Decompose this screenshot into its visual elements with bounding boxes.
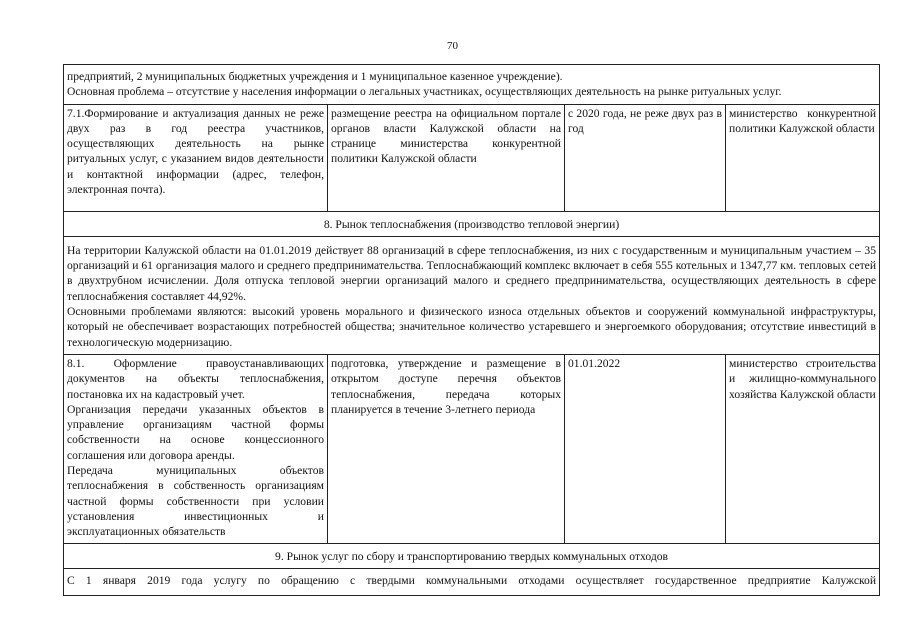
section-8-description [64, 236, 880, 354]
section-8-paragraph-1: На территории Калужской области на 01.01.2019 действует 88 организаций в сфере теплоснабжения, из них с государственным и муниципальным участием – 35 организаций и 61 организация малого и среднего предпринимательства. Теплоснабжающий комплекс включает в себя 555 котельных и 1347,77 км. тепловых сетей в двухтрубном исчислении. Доля отпуска тепловой энергии организаций малого и среднего предпринимательства, осуществляющих деятельность в сфере теплоснабжения составляет 44,92%. [67, 243, 877, 303]
measures-table [63, 64, 880, 596]
measure-8-1-result: подготовка, утверждение и размещение в открытом доступе перечня объектов теплоснабжения, передача которых планируется в течение 3-летнего периода [328, 354, 565, 543]
page-number: 70 [447, 40, 458, 52]
measure-row-8-1 [64, 354, 880, 543]
measure-7-1-deadline: с 2020 года, не реже двух раз в год [565, 104, 726, 211]
intro-row [64, 65, 880, 105]
section-9-description [64, 569, 880, 595]
section-8-description-row [64, 236, 880, 354]
section-9-heading-row [64, 543, 880, 568]
intro-line-1: предприятий, 2 муниципальных бюджетных учреждения и 1 муниципальное казенное учреждение). [67, 70, 563, 83]
measure-8-1-deadline: 01.01.2022 [565, 354, 726, 543]
measure-7-1-responsible: министерство конкурентной политики Калужской области [726, 104, 880, 211]
section-9-title: 9. Рынок услуг по сбору и транспортированию твердых коммунальных отходов [64, 543, 880, 568]
section-8-heading-row [64, 211, 880, 236]
measure-8-1-paragraph-3: Передача муниципальных объектов теплоснабжения в собственность организациям частной формы собственности при условии установления инвестиционных и эксплуатационных обязательств [67, 464, 324, 539]
measure-row-7-1 [64, 104, 880, 211]
measure-7-1-result: размещение реестра на официальном портале органов власти Калужской области на странице министерства конкурентной политики Калужской области [328, 104, 565, 211]
section-8-paragraph-2: Основными проблемами являются: высокий уровень морального и физического износа отдельных объектов и сооружений коммунальной инфраструктуры, который не обеспечивает возрастающих потребностей общества; значительное количество устаревшего и энергоемкого оборудования; отсутствие инвестиций в технологическую модернизацию. [67, 305, 877, 349]
measure-7-1-text: 7.1.Формирование и актуализация данных не реже двух раз в год реестра участников, осуществляющих деятельность на рынке ритуальных услуг, с указанием видов деятельности и контактной информации (адрес, телефон, электронная почта). [64, 104, 328, 211]
intro-cell [64, 65, 880, 105]
intro-line-2: Основная проблема – отсутствие у населения информации о легальных участниках, осуществляющих деятельность на рынке ритуальных услуг. [67, 85, 782, 99]
measure-8-1-text [64, 354, 328, 543]
measure-8-1-paragraph-2: Организация передачи указанных объектов в управление организациям частной формы собственности на основе концессионного соглашения или договора аренды. [67, 402, 324, 462]
measure-8-1-responsible: министерство строительства и жилищно-коммунального хозяйства Калужской области [726, 354, 880, 543]
section-9-description-row [64, 569, 880, 595]
measure-8-1-paragraph-1: 8.1. Оформление правоустанавливающих документов на объекты теплоснабжения, постановка их на кадастровый учет. [67, 356, 324, 401]
section-8-title: 8. Рынок теплоснабжения (производство тепловой энергии) [64, 211, 880, 236]
section-9-paragraph-1: С 1 января 2019 года услугу по обращению с твердыми коммунальными отходами осуществляет государственное предприятие Калужской [67, 574, 877, 588]
